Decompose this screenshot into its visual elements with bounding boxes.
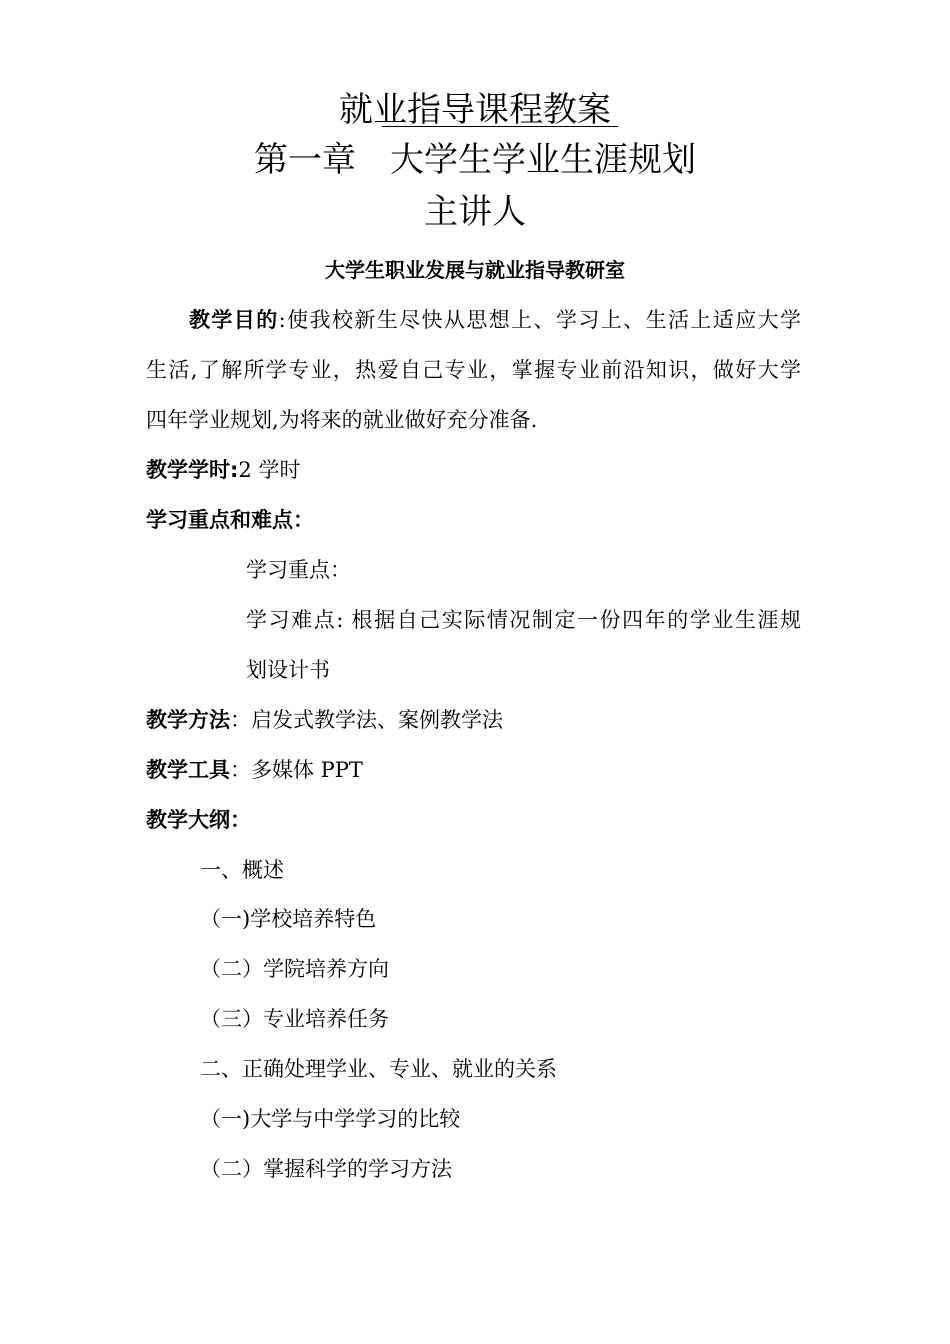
- hours-value: 2 学时: [238, 458, 301, 482]
- outline-item: （一)大学与中学学习的比较: [200, 1107, 461, 1131]
- objective-text-1: :使我校新生尽快从思想上、学习上、生活上适应大学: [278, 308, 802, 332]
- tools-label: 教学工具: [146, 758, 230, 782]
- outline-label: 教学大纲：: [146, 808, 251, 832]
- outline-item: 一、概述: [200, 858, 284, 882]
- objective-label: 教学目的: [189, 308, 279, 332]
- method-line: [146, 705, 503, 735]
- objective-line-3: 四年学业规划,为将来的就业做好充分准备.: [146, 408, 538, 432]
- outline-item: （一)学校培养特色: [200, 907, 377, 931]
- key-points-label: 学习重点和难点：: [146, 508, 314, 532]
- lecturer-title: 主讲人: [424, 192, 526, 232]
- method-value: ：启发式教学法、案例教学法: [230, 708, 503, 732]
- objective-line-2: 生活,了解所学专业，热爱自己专业，掌握专业前沿知识，做好大学: [146, 358, 801, 382]
- department-name: 大学生职业发展与就业指导教研室: [325, 258, 625, 282]
- objective-line-1: [189, 305, 801, 335]
- title-divider: [382, 126, 618, 127]
- tools-line: [146, 755, 363, 785]
- method-label: 教学方法: [146, 708, 230, 732]
- outline-item: （三）专业培养任务: [200, 1007, 389, 1031]
- outline-item: 二、正确处理学业、专业、就业的关系: [200, 1057, 557, 1081]
- hours-line: [146, 455, 300, 485]
- key-focus: 学习重点：: [246, 558, 351, 582]
- hours-label: 教学学时:: [146, 458, 239, 482]
- outline-item: （二）学院培养方向: [200, 957, 389, 981]
- tools-value: ：多媒体 PPT: [230, 758, 363, 782]
- course-title: 就业指导课程教案: [339, 90, 611, 130]
- key-difficulty-line-1: 学习难点: 根据自己实际情况制定一份四年的学业生涯规: [246, 608, 801, 632]
- chapter-title: 第一章 大学生学业生涯规划: [254, 140, 696, 180]
- outline-item: （二）掌握科学的学习方法: [200, 1157, 452, 1181]
- key-difficulty-line-2: 划设计书: [246, 658, 330, 682]
